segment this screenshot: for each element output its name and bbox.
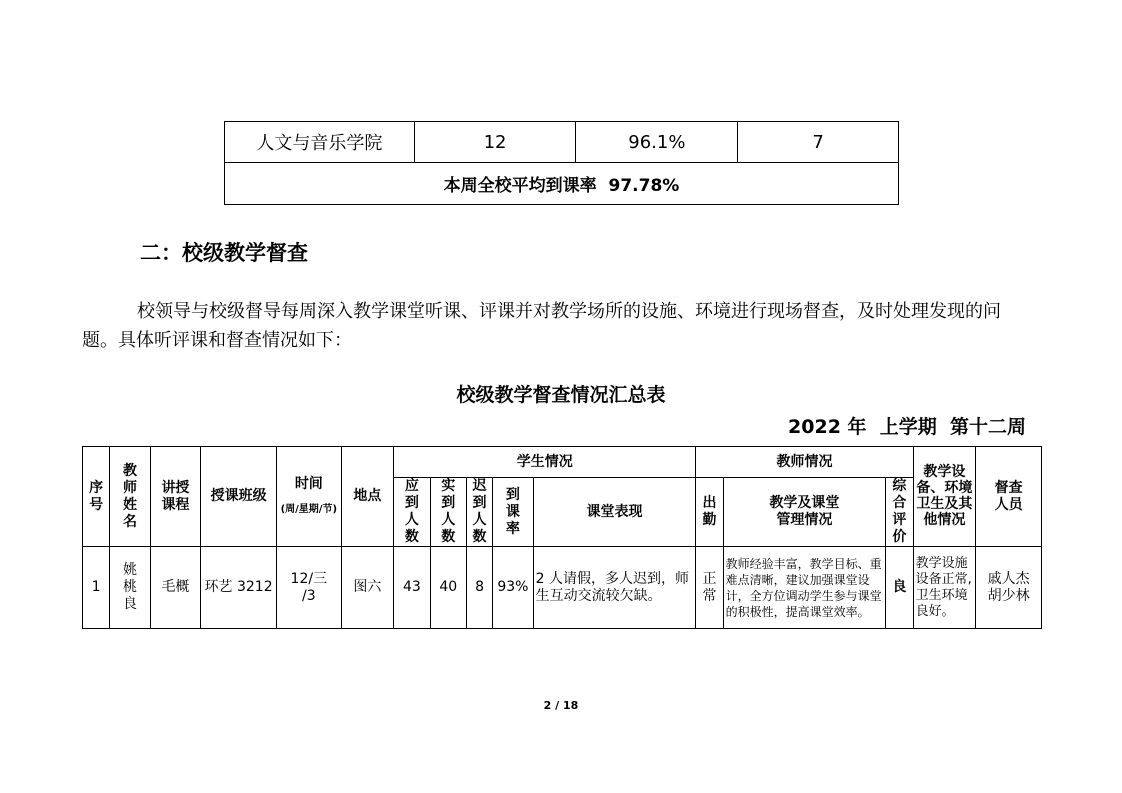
table-title: 校级教学督查情况汇总表 [456, 384, 666, 406]
header-rate: 到课率 [493, 478, 533, 547]
cell-teacher: 姚桃良 [110, 547, 150, 629]
table-row [83, 547, 1042, 629]
cell-performance: 2 人请假，多人迟到，师生互动交流较欠缺。 [533, 547, 696, 629]
header-time-label: 时间 [294, 475, 323, 492]
header-no: 序号 [83, 447, 110, 547]
header-actual: 实到人数 [430, 478, 466, 547]
cell-course: 毛概 [150, 547, 201, 629]
cell-late: 8 [466, 547, 492, 629]
cell-teaching: 教师经验丰富，教学目标、重难点清晰，建议加强课堂设计，全方位调动学生参与课堂的积极性，提高课堂效率。 [723, 547, 886, 629]
page-number: 2 / 18 [543, 699, 579, 712]
cell-time: 12/三 /3 [276, 547, 341, 629]
header-late: 迟到人数 [466, 478, 492, 547]
header-class: 授课班级 [201, 447, 277, 547]
term-label: 2022 年 上学期 第十二周 [788, 416, 1026, 438]
supervision-table [82, 446, 1042, 629]
header-performance: 课堂表现 [533, 478, 696, 547]
header-row [83, 447, 1042, 478]
cell-expected: 43 [394, 547, 430, 629]
header-teaching: 教学及课堂 管理情况 [723, 478, 886, 547]
section-heading: 二：校级教学督查 [140, 241, 308, 265]
cell-eval: 良 [886, 547, 913, 629]
header-eval: 综合评价 [886, 478, 913, 547]
header-student-group: 学生情况 [394, 447, 696, 478]
cell-facility: 教学设施设备正常,卫生环境良好。 [913, 547, 976, 629]
count-cell: 12 [414, 122, 576, 163]
cell-rate: 93% [493, 547, 533, 629]
cell-supervisor: 戚人杰 胡少林 [976, 547, 1042, 629]
table-row [225, 122, 899, 163]
cell-attendance: 正常 [696, 547, 723, 629]
header-facility: 教学设备、环境卫生及其他情况 [913, 447, 976, 547]
header-course: 讲授课程 [150, 447, 201, 547]
intro-paragraph: 校领导与校级督导每周深入教学课堂听课、评课并对教学场所的设施、环境进行现场督查，及时处理发现的问题。具体听评课和督查情况如下： [82, 301, 1001, 351]
header-place: 地点 [341, 447, 394, 547]
header-teacher: 教师姓名 [110, 447, 150, 547]
cell-class: 环艺 3212 [201, 547, 277, 629]
header-teacher-group: 教师情况 [696, 447, 913, 478]
cell-place: 图六 [341, 547, 394, 629]
cell-actual: 40 [430, 547, 466, 629]
rate-cell: 96.1% [576, 122, 738, 163]
college-cell: 人文与音乐学院 [225, 122, 415, 163]
header-time-sub: (周/星期/节) [280, 503, 338, 515]
header-attendance: 出勤 [696, 478, 723, 547]
attendance-summary-table [224, 121, 899, 205]
cell-no: 1 [83, 547, 110, 629]
average-row [225, 163, 899, 205]
header-time [276, 447, 341, 547]
header-expected: 应到人数 [394, 478, 430, 547]
header-supervisor: 督查人员 [976, 447, 1042, 547]
extra-cell: 7 [738, 122, 899, 163]
average-rate-cell: 本周全校平均到课率 97.78% [225, 163, 899, 205]
